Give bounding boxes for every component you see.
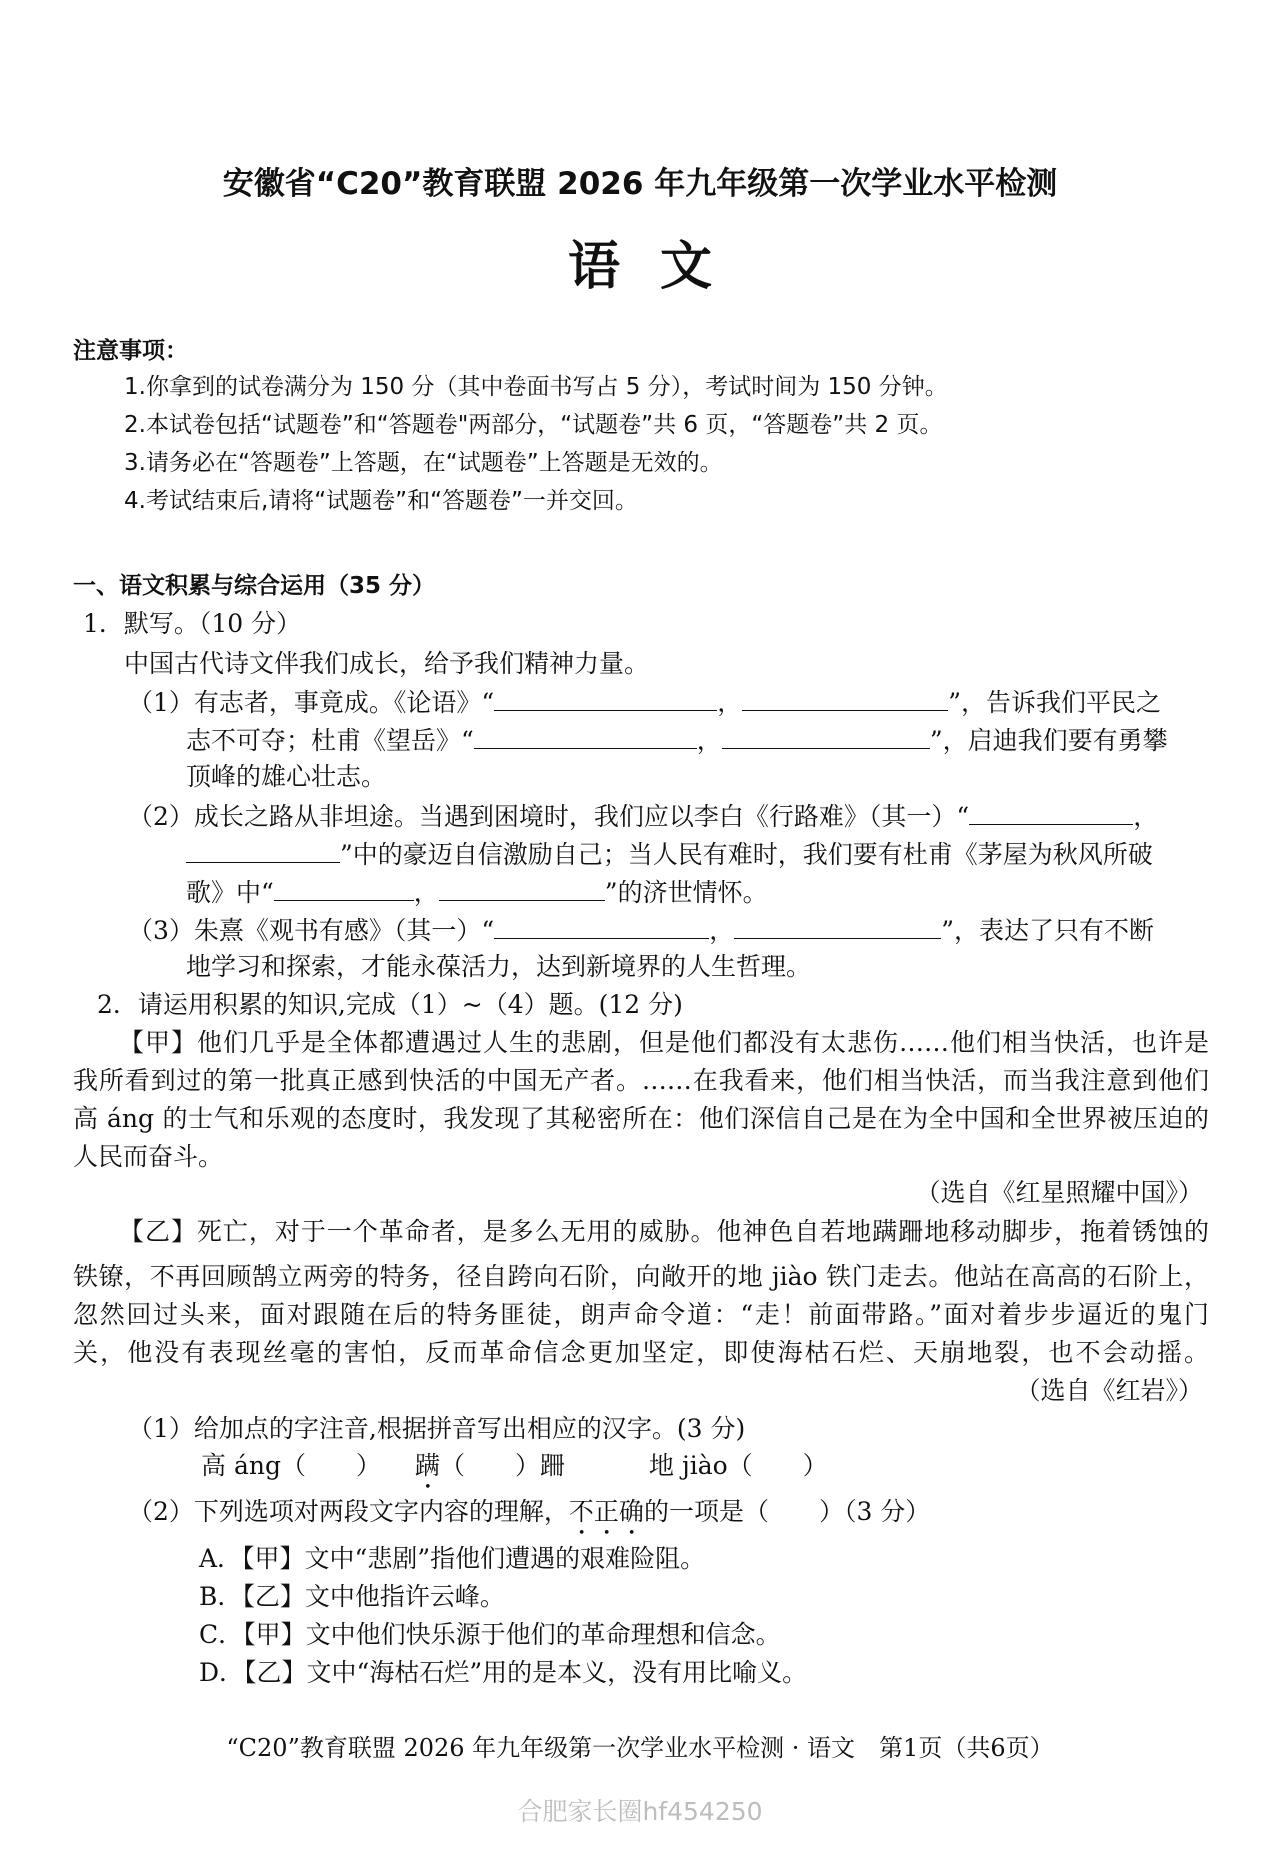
passage-yi-line: 【乙】死亡，对于一个革命者，是多么无用的威胁。他神色自若地蹒跚地移动脚步，拖着锈蚀的 <box>119 1217 1209 1246</box>
passage-jia-line: 【甲】他们几乎是全体都遭遇过人生的悲剧，但是他们都没有太悲伤……他们相当快活，也许是 <box>119 1028 1209 1057</box>
passage-jia-line: 高 áng 的士气和乐观的态度时，我发现了其秘密所在：他们深信自己是在为全中国和全世界被压迫的 <box>73 1104 1209 1133</box>
option-b: B．【乙】文中他指许云峰。 <box>199 1582 505 1611</box>
watermark: 合肥家长圈hf454250 <box>517 1797 763 1826</box>
sub-question-1-title: （1）给加点的字注音,根据拼音写出相应的汉字。(3 分) <box>128 1414 746 1443</box>
pinyin-item: 高 áng（ ） <box>201 1451 381 1480</box>
answer-blank[interactable] <box>722 722 930 749</box>
notice-item: 2.本试卷包括“试题卷”和“答题卷"两部分，“试题卷”共 6 页，“答题卷”共 2 页。 <box>124 412 943 438</box>
answer-blank[interactable] <box>186 836 340 863</box>
text: （1）有志者，事竟成。《论语》“ <box>128 688 495 717</box>
question-1-intro: 中国古代诗文伴我们成长，给予我们精神力量。 <box>124 649 650 678</box>
q1-part2-line1 <box>128 798 1158 834</box>
q1-part1-line3: 顶峰的雄心壮志。 <box>186 762 387 791</box>
q1-part2-line2 <box>186 836 1153 872</box>
notice-item: 4.考试结束后,请将“试题卷”和“答题卷”一并交回。 <box>124 488 638 514</box>
pinyin-item: 地 jiào（ ） <box>649 1451 828 1480</box>
answer-blank[interactable] <box>742 684 948 711</box>
answer-blank[interactable] <box>734 912 941 939</box>
passage-yi-line: 铁镣，不再回顾鹄立两旁的特务，径自跨向石阶，向敞开的地 jiào 铁门走去。他站在高高的石阶上， <box>73 1262 1209 1291</box>
option-a: A．【甲】文中“悲剧”指他们遭遇的艰难险阻。 <box>199 1544 706 1573</box>
option-d: D．【乙】文中“海枯石烂”用的是本义，没有用比喻义。 <box>199 1658 808 1687</box>
answer-blank[interactable] <box>969 798 1133 825</box>
text: ， <box>709 916 735 945</box>
passage-jia-line: 我所看到过的第一批真正感到快活的中国无产者。……在我看来，他们相当快活，而当我注意到他们 <box>73 1066 1209 1095</box>
text: （2）成长之路从非坦途。当遇到困境时，我们应以李白《行路难》（其一）“ <box>128 802 970 831</box>
q1-part2-line3 <box>186 874 768 910</box>
text: （2）下列选项对两段文字内容的理解， <box>128 1497 569 1526</box>
answer-blank[interactable] <box>494 684 717 711</box>
section-heading: 一、语文积累与综合运用（35 分） <box>73 573 436 599</box>
text: ”，告诉我们平民之 <box>948 688 1162 717</box>
q1-part3-line1 <box>128 912 1154 948</box>
answer-blank[interactable] <box>274 874 414 901</box>
question-1-title: 1．默写。（10 分） <box>83 609 302 638</box>
subject-title: 语文 <box>567 236 752 297</box>
passage-jia-line: 人民而奋斗。 <box>73 1142 224 1171</box>
question-2-title: 2．请运用积累的知识,完成（1）~（4）题。(12 分) <box>97 990 683 1019</box>
page-footer: “C20”教育联盟 2026 年九年级第一次学业水平检测 · 语文 第1页（共6页） <box>226 1734 1054 1762</box>
text: ， <box>717 688 743 717</box>
exam-title: 安徽省“C20”教育联盟 2026 年九年级第一次学业水平检测 <box>222 166 1058 202</box>
answer-blank[interactable] <box>494 912 709 939</box>
dotted-char: 蹒 <box>415 1451 441 1480</box>
option-c: C．【甲】文中他们快乐源于他们的革命理想和信念。 <box>199 1620 781 1649</box>
passage-jia-source: （选自《红星照耀中国》） <box>915 1178 1203 1207</box>
text: ， <box>1133 802 1159 831</box>
sub-question-2-title <box>128 1495 930 1541</box>
notice-item: 1.你拿到的试卷满分为 150 分（其中卷面书写占 5 分），考试时间为 150 分钟。 <box>124 374 948 400</box>
text: （3）朱熹《观书有感》（其一）“ <box>128 916 495 945</box>
q1-part1-line1 <box>128 684 1161 720</box>
text: ， <box>413 878 439 907</box>
text: 志不可夺；杜甫《望岳》“ <box>186 726 474 755</box>
text: （ ）跚 <box>440 1451 566 1480</box>
q1-part3-line2: 地学习和探索，才能永葆活力，达到新境界的人生哲理。 <box>186 952 812 981</box>
text: 的一项是（ ）（3 分） <box>643 1497 931 1526</box>
text: ”，启迪我们要有勇攀 <box>929 726 1168 755</box>
dotted-text: 不正确 <box>568 1497 644 1526</box>
text: ”，表达了只有不断 <box>941 916 1155 945</box>
text: ， <box>696 726 722 755</box>
text: ”的济世情怀。 <box>604 878 768 907</box>
passage-yi-line: 关，他没有表现丝毫的害怕，反而革命信念更加坚定，即使海枯石烂、天崩地裂，也不会动摇。 <box>73 1338 1209 1367</box>
passage-yi-source: （选自《红岩》） <box>1015 1376 1203 1405</box>
passage-yi-line: 忽然回过头来，面对跟随在后的特务匪徒，朗声命令道：“走！前面带路。”面对着步步逼近的鬼门 <box>73 1300 1209 1329</box>
answer-blank[interactable] <box>439 874 605 901</box>
text: ”中的豪迈自信激励自己；当人民有难时，我们要有杜甫《茅屋为秋风所破 <box>340 840 1153 869</box>
answer-blank[interactable] <box>474 722 697 749</box>
notice-heading: 注意事项： <box>73 338 188 364</box>
text: 歌》中“ <box>186 878 274 907</box>
pinyin-item <box>415 1449 565 1495</box>
q1-part1-line2 <box>186 722 1168 758</box>
notice-item: 3.请务必在“答题卷”上答题，在“试题卷”上答题是无效的。 <box>124 450 723 476</box>
